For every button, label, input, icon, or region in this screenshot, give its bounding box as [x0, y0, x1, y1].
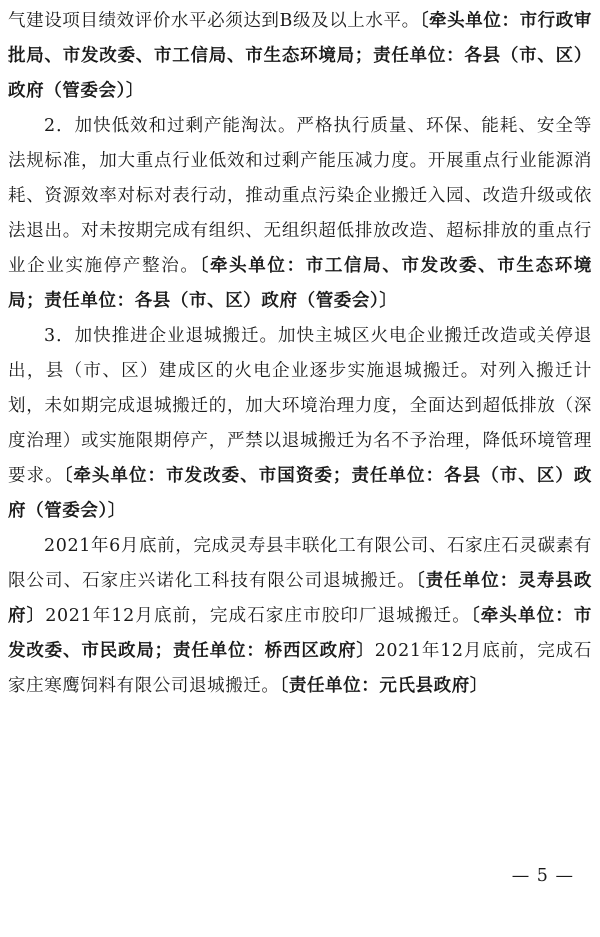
lead-unit-value: 市行政审批局、市发改委、市工信局、市生态环境局；: [8, 11, 592, 66]
lead-unit-value: 市发改委、市国资委；: [166, 466, 352, 486]
responsible-unit-value: 各县（市、区）政府（管委会）〕: [8, 46, 593, 101]
page-number: — 5 —: [511, 866, 574, 886]
responsible-unit-label: 责任单位：: [351, 466, 445, 486]
paragraph-body: 2．加快低效和过剩产能淘汰。严格执行质量、环保、能耗、安全等法规标准，加大重点行业低效和过剩产能压减力度。开展重点行业能源消耗、资源效率对标对表行动，推动重点污染企业搬迁入园、改造升级或依法退出。对未按期完成有组织、无组织超低排放改造、超标排放的重点行业企业实施停产整治。: [8, 116, 592, 276]
responsible-unit-value: 各县（市、区）政府（管委会）〕: [134, 291, 398, 311]
lead-unit-label: 〔牵头单位：: [199, 256, 306, 276]
responsible-unit-label: 责任单位：: [44, 291, 135, 311]
responsible-unit-note: 〔责任单位：灵寿县政府〕: [8, 571, 592, 626]
deadline-text: 2021年6月底前，完成灵寿县丰联化工有限公司、石家庄石灵碳素有限公司、石家庄兴诺化工科技有限公司退城搬迁。: [8, 536, 592, 591]
deadline-text: 2021年12月底前，完成石家庄市胶印厂退城搬迁。: [45, 606, 471, 626]
deadline-text: 2021年12月底前，完成石家庄寒鹰饲料有限公司退城搬迁。: [8, 641, 592, 696]
lead-unit-label: 〔牵头单位：: [63, 466, 167, 486]
responsible-unit-label: 责任单位：: [372, 46, 465, 66]
paragraph-item-2: [8, 109, 592, 319]
document-page: [8, 4, 592, 704]
lead-unit-label: 〔牵头单位：: [419, 11, 520, 31]
responsible-unit-note: 〔责任单位：元氏县政府〕: [279, 676, 488, 696]
paragraph-continuation: [8, 4, 592, 109]
paragraph-body: 3．加快推进企业退城搬迁。加快主城区火电企业搬迁改造或关停退出，县（市、区）建成区的火电企业逐步实施退城搬迁。对列入搬迁计划，未如期完成退城搬迁的，加大环境治理力度，全面达到超低排放（深度治理）或实施限期停产，严禁以退城搬迁为名不予治理，降低环境管理要求。: [8, 326, 592, 486]
responsible-unit-value: 各县（市、区）政府（管委会）〕: [8, 466, 592, 521]
lead-unit-value: 市工信局、市发改委、市生态环境局；: [8, 256, 592, 311]
paragraph-item-3: [8, 319, 592, 529]
paragraph-body: 气建设项目绩效评价水平必须达到B级及以上水平。: [8, 11, 420, 31]
paragraph-deadlines: [8, 529, 592, 704]
lead-and-responsible-unit-note: 〔牵头单位：市发改委、市民政局；责任单位：桥西区政府〕: [8, 606, 593, 661]
